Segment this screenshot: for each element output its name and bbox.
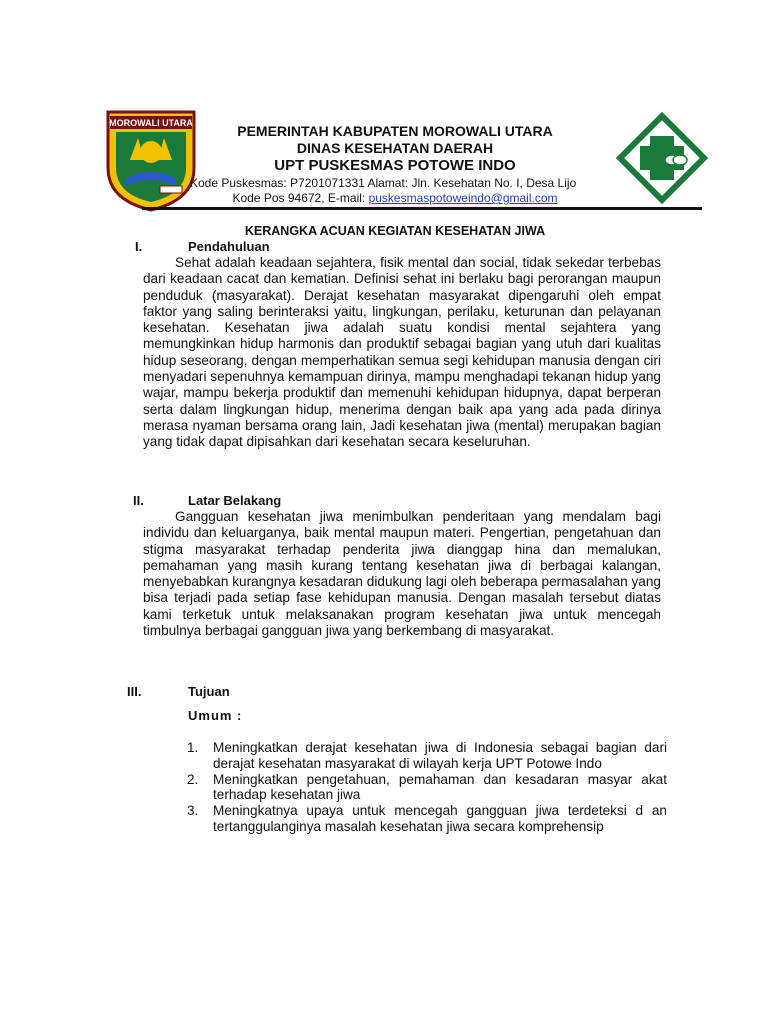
list-item-number: 2. — [187, 771, 199, 787]
list-item — [187, 772, 667, 804]
section-1-title: Pendahuluan — [188, 239, 270, 254]
header-contact — [190, 191, 600, 205]
letterhead-divider — [142, 207, 702, 210]
list-item — [187, 740, 667, 772]
list-item — [187, 803, 667, 835]
section-1-number: I. — [135, 239, 143, 254]
list-item-number: 3. — [187, 803, 199, 819]
header-department-name: DINAS KESEHATAN DAERAH — [296, 140, 494, 156]
list-item-text: Meningkatnya upaya untuk mencegah gangguan jiwa terdeteksi d an tertanggulanginya masalah kesehatan jiwa secara komprehensip — [213, 803, 667, 834]
email-link[interactable]: puskesmaspotoweindo@gmail.com — [368, 191, 558, 205]
section-2-number: II. — [133, 493, 144, 508]
header-postal-code: Kode Pos 94672, E-mail: — [232, 191, 369, 205]
puskesmas-logo — [612, 110, 712, 206]
section-3-title: Tujuan — [188, 684, 230, 699]
list-item-text: Meningkatkan derajat kesehatan jiwa di Indonesia sebagai bagian dari derajat kesehatan masyarakat di wilayah kerja UPT Potowe Indo — [213, 740, 667, 771]
section-3-number: III. — [127, 684, 142, 699]
section-3-subtitle: Umum : — [188, 708, 243, 723]
document-title: KERANGKA ACUAN KEGIATAN KESEHATAN JIWA — [244, 224, 546, 238]
header-puskesmas-name: UPT PUSKESMAS POTOWE INDO — [274, 157, 516, 174]
header-address: Kode Puskesmas: P7201071331 Alamat: Jln. Kesehatan No. I, Desa Lijo — [190, 176, 577, 190]
section-2-paragraph: Gangguan kesehatan jiwa menimbulkan penderitaan yang mendalam bagi individu dan keluarganya, baik mental maupun materi. Pengertian, pengetahuan dan stigma masyarakat terhadap penderita jiwa dianggap hina dan memalukan, pemahaman yang masih kurang tentang kesehatan jiwa di berbagai kalangan, menyebabkan kurangnya kesadaran didukung lagi oleh beberapa permasalahan yang bisa terjadi pada setiap fase kehidupan manusia. Dengan masalah tersebut diatas kami terketuk untuk melaksanakan program kesehatan jiwa untuk mencegah timbulnya berbagai gangguan jiwa yang berkembang di masyarakat. — [143, 509, 661, 639]
list-item-text: Meningkatkan pengetahuan, pemahaman dan kesadaran masyar akat terhadap kesehatan jiwa — [213, 771, 667, 803]
section-1-paragraph: Sehat adalah keadaan sejahtera, fisik mental dan social, tidak sekedar terbebas dari keadaan cacat dan kematian. Definisi sehat ini berlaku bagi perorangan maupun penduduk (masyarakat). Derajat kesehatan masyarakat dipengaruhi oleh empat faktor yang saling berinteraksi yaitu, lingkungan, perilaku, keturunan dan pelayanan kesehatan. Kesehatan jiwa adalah suatu kondisi mental sejahtera yang memungkinkan hidup harmonis dan produktif sebagai bagian yang utuh dari kualitas hidup seseorang, dengan memperhatikan semua segi kehidupan manusia dengan ciri menyadari sepenuhnya kemampuan dirinya, mampu menghadapi tekanan hidup yang wajar, mampu bekerja produktif dan memenuhi kehidupan hidupnya, dapat berperan serta dalam lingkungan hidup, menerima dengan baik apa yang ada pada dirinya merasa nyaman bersama orang lain, Jadi kesehatan jiwa (mental) merupakan bagian yang tidak dapat dipisahkan dari kesehatan secara keseluruhan. — [143, 255, 661, 450]
list-item-number: 1. — [187, 740, 199, 755]
regency-emblem-logo — [104, 108, 198, 212]
header-government-name: PEMERINTAH KABUPATEN MOROWALI UTARA — [237, 123, 553, 139]
objectives-list — [187, 740, 667, 835]
svg-text:MOROWALI UTARA: MOROWALI UTARA — [109, 118, 193, 128]
section-2-title: Latar Belakang — [188, 493, 282, 508]
